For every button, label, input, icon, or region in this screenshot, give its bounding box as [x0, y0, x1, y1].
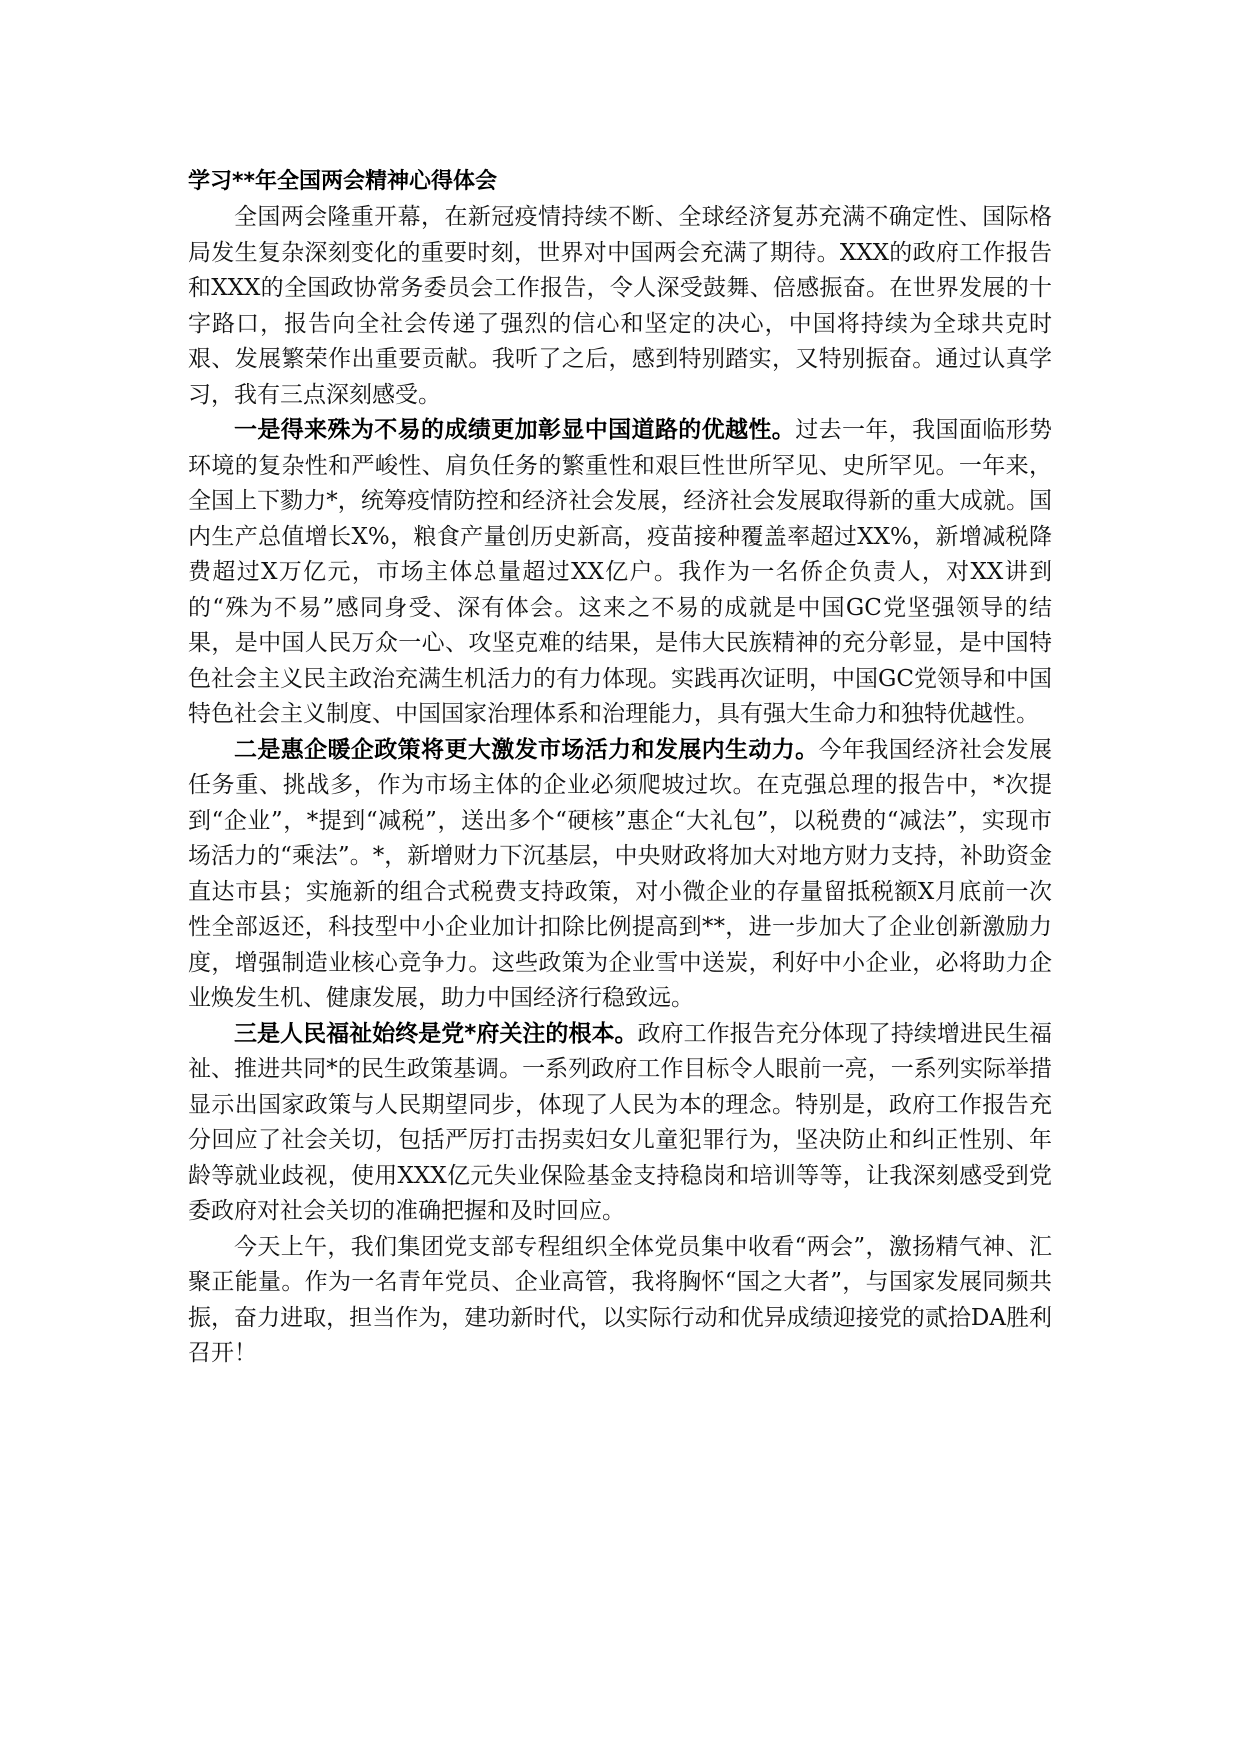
paragraph-lead: 一是得来殊为不易的成绩更加彰显中国道路的优越性。	[234, 417, 796, 443]
paragraph-text: 政府工作报告充分体现了持续增进民生福祉、推进共同*的民生政策基调。一系列政府工作目标令人眼前一亮，一系列实际举措显示出国家政策与人民期望同步，体现了人民为本的理念。特别是，政府工作报告充分回应了社会关切，包括严厉打击拐卖妇女儿童犯罪行为，坚决防止和纠正性别、年龄等就业歧视，使用XXX亿元失业保险基金支持稳岗和培训等等，让我深刻感受到党委政府对社会关切的准确把握和及时回应。	[188, 1020, 1053, 1224]
document-title: 学习**年全国两会精神心得体会	[188, 169, 498, 194]
paragraph-text: 今年我国经济社会发展任务重、挑战多，作为市场主体的企业必须爬坡过坎。在克强总理的报告中，*次提到“企业”，*提到“减税”，送出多个“硬核”惠企“大礼包”，以税费的“减法”，实现市场活力的“乘法”。*，新增财力下沉基层，中央财政将加大对地方财力支持，补助资金直达市县；实施新的组合式税费支持政策，对小微企业的存量留抵税额X月底前一次性全部返还，科技型中小企业加计扣除比例提高到**，进一步加大了企业创新激励力度，增强制造业核心竞争力。这些政策为企业雪中送炭，利好中小企业，必将助力企业焕发生机、健康发展，助力中国经济行稳致远。	[188, 736, 1053, 1011]
paragraph-intro	[188, 200, 1052, 413]
paragraph-text: 过去一年，我国面临形势环境的复杂性和严峻性、肩负任务的繁重性和艰巨性世所罕见、史所罕见。一年来，全国上下勠力*，统筹疫情防控和经济社会发展，经济社会发展取得新的重大成就。国内生产总值增长X%，粮食产量创历史新高，疫苗接种覆盖率超过XX%，新增减税降费超过X万亿元，市场主体总量超过XX亿户。我作为一名侨企负责人，对XX讲到的“殊为不易”感同身受、深有体会。这来之不易的成就是中国GC党坚强领导的结果，是中国人民万众一心、攻坚克难的结果，是伟大民族精神的充分彰显，是中国特色社会主义民主政治充满生机活力的有力体现。实践再次证明，中国GC党领导和中国特色社会主义制度、中国国家治理体系和治理能力，具有强大生命力和独特优越性。	[188, 417, 1053, 727]
paragraph-lead: 三是人民福祉始终是党*府关注的根本。	[234, 1020, 638, 1047]
document-body	[188, 164, 1052, 1372]
paragraph-conclusion	[188, 1230, 1052, 1372]
paragraph-text: 全国两会隆重开幕，在新冠疫情持续不断、全球经济复苏充满不确定性、国际格局发生复杂深刻变化的重要时刻，世界对中国两会充满了期待。XXX的政府工作报告和XXX的全国政协常务委员会工作报告，令人深受鼓舞、倍感振奋。在世界发展的十字路口，报告向全社会传递了强烈的信心和坚定的决心，中国将持续为全球共克时艰、发展繁荣作出重要贡献。我听了之后，感到特别踏实，又特别振奋。通过认真学习，我有三点深刻感受。	[188, 204, 1052, 408]
paragraph-text: 今天上午，我们集团党支部专程组织全体党员集中收看“两会”，激扬精气神、汇聚正能量。作为一名青年党员、企业高管，我将胸怀“国之大者”，与国家发展同频共振，奋力进取，担当作为，建功新时代，以实际行动和优异成绩迎接党的贰拾DA胜利召开！	[188, 1233, 1052, 1366]
paragraph-point-one	[188, 413, 1052, 733]
paragraph-point-two	[188, 733, 1052, 1017]
paragraph-point-three	[188, 1017, 1052, 1230]
paragraph-lead: 二是惠企暖企政策将更大激发市场活力和发展内生动力。	[234, 736, 819, 763]
